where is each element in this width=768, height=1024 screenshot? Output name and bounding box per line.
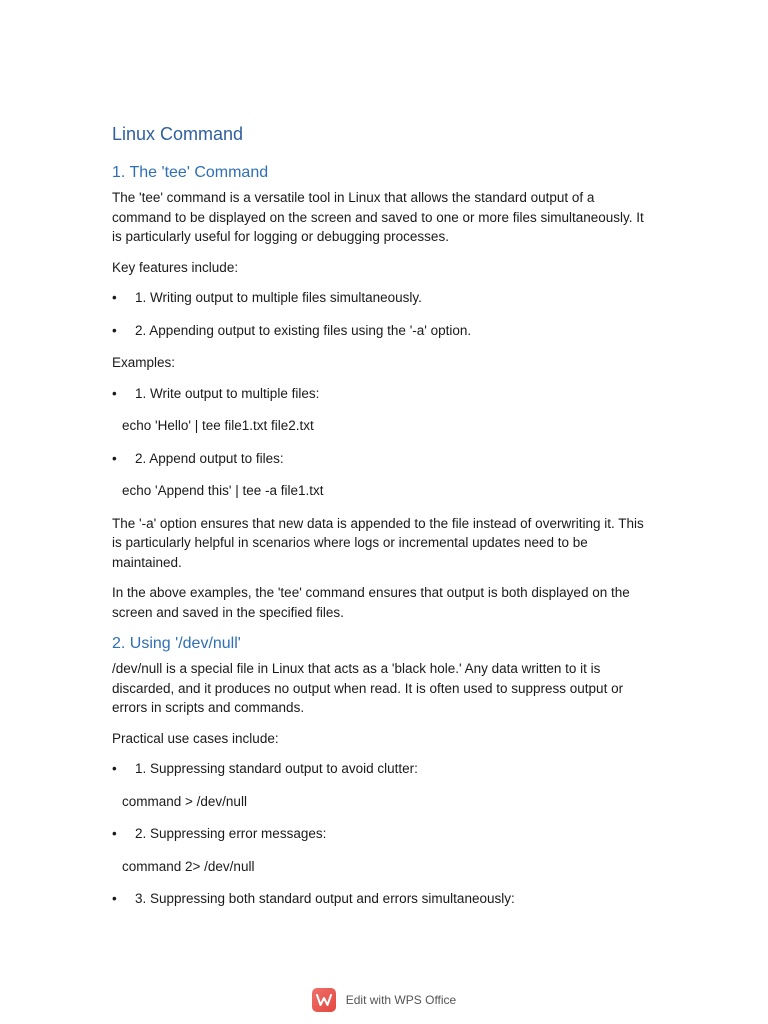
bullet-icon: • (112, 891, 117, 906)
list-item-text: 1. Suppressing standard output to avoid clutter: (135, 761, 418, 776)
code-example: command 2> /dev/null (122, 858, 255, 874)
use-cases-label: Practical use cases include: (112, 730, 279, 746)
document-title: Linux Command (112, 124, 244, 144)
wps-footer[interactable] (0, 986, 768, 1014)
list-item-text: 1. Writing output to multiple files simultaneously. (135, 290, 422, 305)
bullet-icon: • (112, 761, 117, 776)
section-1-heading: 1. The 'tee' Command (112, 164, 269, 181)
list-item-text: 2. Suppressing error messages: (135, 826, 327, 841)
section-1-intro: The 'tee' command is a versatile tool in Linux that allows the standard output of a command to be displayed on the screen and saved to one or more files simultaneously. It is particularly useful for logging or debugging processes. (112, 190, 644, 244)
code-example: echo 'Hello' | tee file1.txt file2.txt (122, 418, 314, 433)
bullet-icon: • (112, 826, 117, 841)
features-label: Key features include: (112, 259, 239, 275)
list-item (112, 321, 652, 341)
list-item-text: 3. Suppressing both standard output and errors simultaneously: (135, 891, 515, 906)
wps-w-glyph-icon (316, 993, 332, 1007)
wps-edit-link[interactable]: Edit with WPS Office (345, 993, 457, 1007)
bullet-icon: • (112, 450, 117, 466)
list-item (112, 384, 652, 404)
wps-office-logo-icon[interactable] (312, 988, 336, 1012)
list-item-text: 2. Appending output to existing files using the '-a' option. (135, 322, 472, 338)
list-item (112, 824, 652, 844)
section-2-intro: /dev/null is a special file in Linux that acts as a 'black hole.' Any data written to it is discarded, and it produces no output when read. It is often used to suppress output or errors in scripts and commands. (112, 661, 624, 715)
document-page (112, 122, 652, 922)
list-item (112, 449, 652, 469)
note-paragraph: In the above examples, the 'tee' command ensures that output is both displayed on the screen and saved in the specified files. (112, 585, 630, 620)
bullet-icon: • (112, 290, 117, 305)
list-item (112, 759, 652, 779)
list-item-text: 2. Append output to files: (135, 450, 284, 466)
bullet-icon: • (112, 385, 117, 401)
section-2-heading: 2. Using '/dev/null' (112, 635, 241, 652)
code-example: echo 'Append this' | tee -a file1.txt (122, 483, 324, 498)
list-item (112, 889, 652, 909)
list-item-text: 1. Write output to multiple files: (135, 385, 320, 401)
bullet-icon: • (112, 322, 117, 338)
code-example: command > /dev/null (122, 793, 247, 809)
list-item (112, 288, 652, 308)
note-paragraph: The '-a' option ensures that new data is appended to the file instead of overwriting it. This is particularly helpful in scenarios where logs or incremental updates need to be maintained. (112, 515, 644, 570)
examples-label: Examples: (112, 355, 176, 370)
